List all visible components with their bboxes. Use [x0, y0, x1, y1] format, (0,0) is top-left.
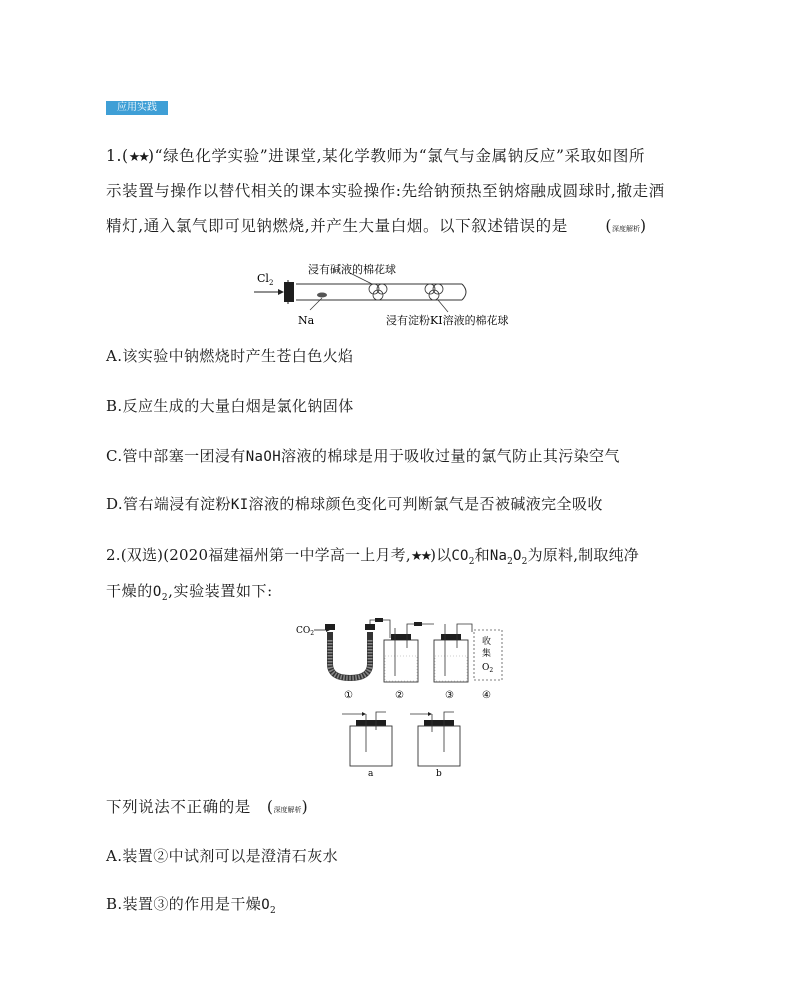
label-alkali-cotton: 浸有碱液的棉花球 — [308, 263, 396, 276]
q1-option-b: B.反应生成的大量白烟是氯化钠固体 — [106, 397, 354, 415]
q1-option-a: A.该实验中钠燃烧时产生苍白色火焰 — [106, 347, 354, 365]
label-na: Na — [298, 314, 315, 327]
bottle-b — [410, 712, 460, 766]
svg-text:收: 收 — [482, 637, 492, 647]
q2-option-b: B.装置③的作用是干燥$O_2$ — [106, 895, 277, 916]
co2-label: $CO_2$ — [296, 626, 315, 637]
svg-text:③: ③ — [445, 690, 454, 701]
q2-line2: 干燥的$O_2$,实验装置如下: — [106, 582, 273, 603]
label-ki-cotton: 浸有淀粉KI溶液的棉花球 — [386, 314, 509, 327]
cotton-ball-alkali — [369, 284, 387, 300]
svg-text:①: ① — [344, 690, 353, 701]
section-tag: 应用实践 — [106, 101, 168, 115]
svg-text:②: ② — [395, 690, 404, 701]
q1-text-line3: 精灯,通入氯气即可见钠燃烧,并产生大量白烟。以下叙述错误的是 — [106, 217, 568, 235]
svg-text:集: 集 — [482, 649, 492, 659]
q2-question: 下列说法不正确的是 (深度解析) — [106, 798, 309, 816]
q1-number: 1. — [106, 147, 122, 165]
wash-bottle-2 — [384, 624, 434, 682]
q1-line1: 1.(★★)“绿色化学实验”进课堂,某化学教师为“氯气与金属钠反应”采取如图所 — [106, 147, 646, 165]
q1-difficulty-stars: ★★ — [128, 150, 148, 165]
stopper — [284, 282, 294, 302]
arrowhead-icon — [278, 289, 284, 295]
q1-line3: 精灯,通入氯气即可见钠燃烧,并产生大量白烟。以下叙述错误的是 (深度解析) — [106, 217, 647, 235]
q1-line2: 示装置与操作以替代相关的课本实验操作:先给钠预热至钠熔融成圆球时,撤走酒 — [106, 182, 665, 200]
q2-option-a: A.装置②中试剂可以是澄清石灰水 — [106, 847, 339, 865]
q2-line1: 2.(双选)(2020福建福州第一中学高一上月考,★★)以$CO_2$和$Na_2O_2$为原料,制取纯净 — [106, 546, 639, 567]
svg-text:④: ④ — [482, 690, 491, 701]
q1-apparatus-figure — [252, 262, 572, 334]
q1-analysis-tag: 深度解析 — [612, 225, 641, 233]
svg-text:O2: $O_2$ — [482, 663, 494, 674]
q1-option-c: C.管中部塞一团浸有NaOH溶液的棉球是用于吸收过量的氯气防止其污染空气 — [106, 447, 620, 465]
q2-difficulty-stars: ★★ — [410, 549, 431, 564]
q1-option-d: D.管右端浸有淀粉KI溶液的棉球颜色变化可判断氯气是否被碱液完全吸收 — [106, 495, 603, 513]
wash-bottle-3 — [434, 624, 472, 682]
q2-source: (2020福建福州第一中学高一上月考, — [163, 546, 411, 564]
u-tube — [325, 624, 375, 678]
q2-apparatus-figure — [296, 618, 506, 776]
svg-text:b: b — [436, 769, 442, 776]
q2-analysis-tag: 深度解析 — [273, 806, 302, 814]
sodium-piece — [317, 293, 327, 298]
q2-type: (双选) — [120, 546, 164, 564]
cl2-label: $Cl_2$ — [257, 272, 274, 287]
bottle-a — [342, 712, 392, 766]
cotton-ball-ki — [425, 284, 443, 300]
q1-text-line1: “绿色化学实验”进课堂,某化学教师为“氯气与金属钠反应”采取如图所 — [154, 147, 646, 165]
svg-text:a: a — [368, 769, 374, 776]
q2-number: 2. — [106, 546, 121, 564]
